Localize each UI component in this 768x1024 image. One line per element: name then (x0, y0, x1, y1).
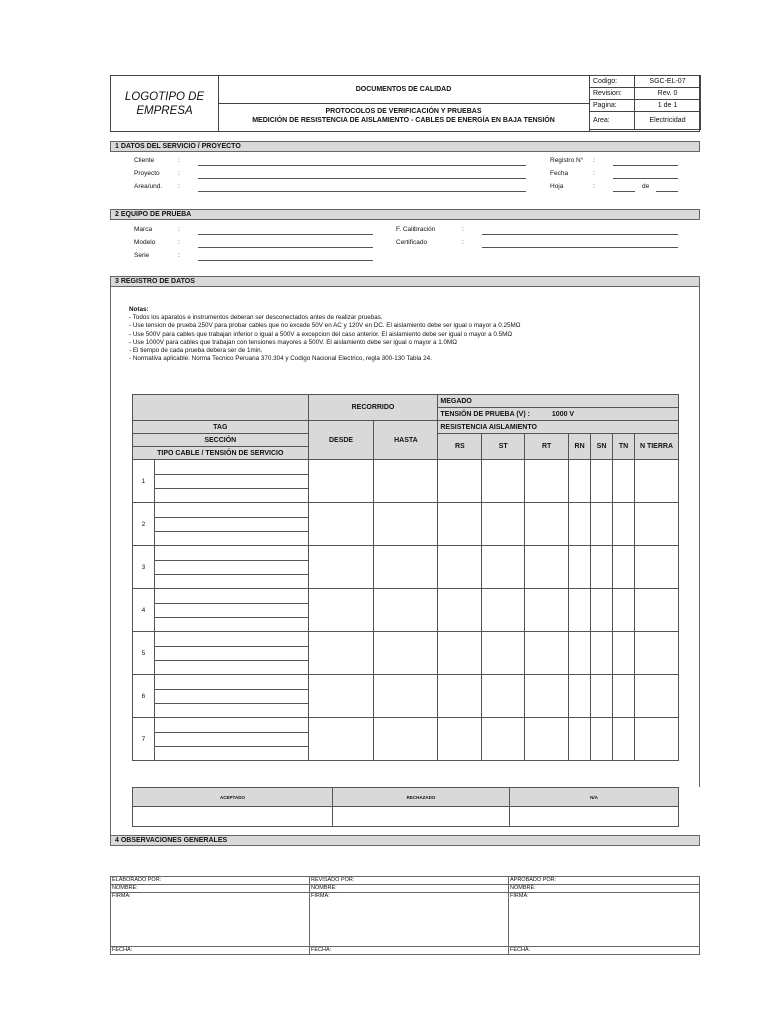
cell-seccion[interactable] (154, 647, 308, 661)
cell-sn[interactable] (591, 546, 613, 589)
cell-tag[interactable] (154, 546, 308, 561)
field-sep: : (178, 226, 180, 233)
hoja-input-line[interactable] (613, 191, 635, 192)
meta-label: Revision: (590, 88, 635, 100)
cell-rs[interactable] (438, 718, 482, 761)
doc-type (218, 76, 590, 104)
elaborado-title: ELABORADO POR: (111, 877, 310, 885)
cell-rt[interactable] (525, 675, 569, 718)
cell-n-tierra[interactable] (634, 632, 678, 675)
elaborado-firma[interactable]: FIRMA: (111, 893, 310, 947)
cell-rn[interactable] (569, 503, 591, 546)
rechazado-label: RECHAZADO (333, 788, 510, 807)
cell-desde[interactable] (308, 675, 374, 718)
field-sep: : (462, 239, 464, 246)
cell-seccion[interactable] (154, 475, 308, 489)
cell-desde[interactable] (308, 589, 374, 632)
elaborado-nombre[interactable]: NOMBRE: (111, 885, 310, 893)
cliente-input-line[interactable] (198, 165, 526, 166)
col-st: ST (482, 434, 525, 460)
field-label-cliente: Cliente (134, 157, 155, 164)
field-label-certificado: Certificado (396, 239, 428, 246)
cell-rs[interactable] (438, 589, 482, 632)
cell-st[interactable] (482, 675, 525, 718)
certificado-input-line[interactable] (482, 247, 678, 248)
row-number: 7 (133, 718, 155, 761)
field-sep: : (178, 252, 180, 259)
company-logo-placeholder (111, 76, 219, 131)
protocol-subtitle: MEDICIÓN DE RESISTENCIA DE AISLAMIENTO - CABLES DE ENERGÍA EN BAJA TENSIÓN (252, 117, 555, 124)
cell-rs[interactable] (438, 460, 482, 503)
notes-block (129, 306, 521, 363)
aceptado-checkbox[interactable] (133, 807, 333, 827)
note-item: - Todos los aparatos e instrumentos deberan ser desconectados antes de realizar pruebas. (129, 314, 383, 322)
signature-table (110, 876, 700, 955)
protocol-title: PROTOCOLOS DE VERIFICACIÓN Y PRUEBAS (325, 108, 482, 115)
row-number: 4 (133, 589, 155, 632)
tipo-cable-header: TIPO CABLE / TENSIÓN DE SERVICIO (133, 447, 309, 460)
aceptado-label: ACEPTADO (133, 788, 333, 807)
cell-desde[interactable] (308, 460, 374, 503)
tension-label: TENSIÓN DE PRUEBA (V) : (440, 410, 530, 418)
cell-desde[interactable] (308, 546, 374, 589)
doc-type-label: DOCUMENTOS DE CALIDAD (355, 86, 452, 93)
calibracion-input-line[interactable] (482, 234, 678, 235)
notes-title: Notas: (129, 306, 149, 313)
cell-n-tierra[interactable] (634, 675, 678, 718)
cell-st[interactable] (482, 503, 525, 546)
hasta-header: HASTA (374, 421, 438, 460)
cell-rs[interactable] (438, 632, 482, 675)
registro-input-line[interactable] (613, 165, 678, 166)
section-3-right-border (699, 287, 700, 787)
cell-st[interactable] (482, 718, 525, 761)
cell-tag[interactable] (154, 718, 308, 733)
cell-n-tierra[interactable] (634, 460, 678, 503)
field-label-registro: Registro N° (550, 157, 584, 164)
cell-rn[interactable] (569, 546, 591, 589)
fecha-input-line[interactable] (613, 178, 678, 179)
meta-value: Rev. 0 (635, 88, 701, 100)
rechazado-checkbox[interactable] (333, 807, 510, 827)
field-sep: : (178, 157, 180, 164)
row-number: 3 (133, 546, 155, 589)
modelo-input-line[interactable] (198, 247, 373, 248)
col-rt: RT (525, 434, 569, 460)
tag-header: TAG (133, 421, 309, 434)
row-number: 5 (133, 632, 155, 675)
field-label-hoja: Hoja (550, 183, 564, 190)
field-sep: : (593, 170, 595, 177)
col-tn: TN (613, 434, 635, 460)
result-table (132, 787, 679, 827)
field-label-calibracion: F. Calibración (396, 226, 436, 233)
tension-value: 1000 V (551, 410, 575, 418)
col-sn: SN (591, 434, 613, 460)
cell-tn[interactable] (613, 632, 635, 675)
doc-meta-table (589, 75, 701, 130)
observations-area[interactable] (110, 846, 699, 876)
meta-value: Electricidad (635, 112, 701, 130)
test-data-table (132, 394, 679, 761)
cell-seccion[interactable] (154, 733, 308, 747)
cell-st[interactable] (482, 460, 525, 503)
row-number: 1 (133, 460, 155, 503)
cell-rt[interactable] (525, 460, 569, 503)
revisado-nombre[interactable]: NOMBRE: (310, 885, 509, 893)
section-1-title: 1 DATOS DEL SERVICIO / PROYECTO (110, 141, 700, 152)
recorrido-header: RECORRIDO (308, 395, 438, 421)
cell-tag[interactable] (154, 589, 308, 604)
cell-sn[interactable] (591, 503, 613, 546)
hoja-total-input-line[interactable] (656, 191, 678, 192)
row-number: 2 (133, 503, 155, 546)
cell-rs[interactable] (438, 546, 482, 589)
seccion-header: SECCIÓN (133, 434, 309, 447)
desde-header: DESDE (308, 421, 374, 460)
cell-sn[interactable] (591, 632, 613, 675)
cell-hasta[interactable] (374, 675, 438, 718)
na-checkbox[interactable] (510, 807, 679, 827)
cell-n-tierra[interactable] (634, 503, 678, 546)
field-sep: : (178, 183, 180, 190)
field-sep: : (593, 183, 595, 190)
cell-rn[interactable] (569, 675, 591, 718)
cell-rn[interactable] (569, 460, 591, 503)
cell-tn[interactable] (613, 675, 635, 718)
meta-label: Area: (590, 112, 635, 130)
field-label-modelo: Modelo (134, 239, 156, 246)
table-corner (133, 395, 309, 421)
cell-seccion[interactable] (154, 561, 308, 575)
cell-seccion[interactable] (154, 518, 308, 532)
cell-tag[interactable] (154, 503, 308, 518)
cell-st[interactable] (482, 546, 525, 589)
cell-n-tierra[interactable] (634, 589, 678, 632)
logo-text: LOGOTIPO DE EMPRESA (124, 90, 205, 117)
field-label-marca: Marca (134, 226, 153, 233)
cell-hasta[interactable] (374, 503, 438, 546)
meta-label: Pagina: (590, 100, 635, 112)
cell-rt[interactable] (525, 718, 569, 761)
cell-tn[interactable] (613, 460, 635, 503)
field-label-proyecto: Proyecto (134, 170, 160, 177)
cell-tn[interactable] (613, 589, 635, 632)
cell-desde[interactable] (308, 718, 374, 761)
cell-tn[interactable] (613, 503, 635, 546)
cell-n-tierra[interactable] (634, 546, 678, 589)
marca-input-line[interactable] (198, 234, 373, 235)
aprobado-title: APROBADO POR: (509, 877, 700, 885)
serie-input-line[interactable] (198, 260, 373, 261)
megado-header: MEGADO (438, 395, 679, 408)
cell-hasta[interactable] (374, 632, 438, 675)
cell-rs[interactable] (438, 675, 482, 718)
aprobado-firma[interactable]: FIRMA: (509, 893, 700, 947)
field-sep: : (178, 170, 180, 177)
revisado-firma[interactable]: FIRMA: (310, 893, 509, 947)
cell-tipo-cable[interactable] (154, 618, 308, 632)
cell-tipo-cable[interactable] (154, 747, 308, 761)
field-sep: : (462, 226, 464, 233)
aprobado-nombre[interactable]: NOMBRE: (509, 885, 700, 893)
resistencia-header: RESISTENCIA AISLAMIENTO (438, 421, 679, 434)
cell-rn[interactable] (569, 589, 591, 632)
meta-value: 1 de 1 (635, 100, 701, 112)
cell-desde[interactable] (308, 632, 374, 675)
cell-rt[interactable] (525, 503, 569, 546)
col-n-tierra: N TIERRA (634, 434, 678, 460)
hoja-of-label: de (642, 183, 650, 190)
cell-hasta[interactable] (374, 546, 438, 589)
field-label-area: Area/und. (134, 183, 163, 190)
tension-row (438, 408, 679, 421)
meta-value: SGC-EL-07 (635, 76, 701, 88)
meta-label: Codigo: (590, 76, 635, 88)
cell-rs[interactable] (438, 503, 482, 546)
revisado-title: REVISADO POR: (310, 877, 509, 885)
cell-st[interactable] (482, 589, 525, 632)
cell-tn[interactable] (613, 546, 635, 589)
section-3-title: 3 REGISTRO DE DATOS (110, 276, 700, 287)
area-input-line[interactable] (198, 191, 526, 192)
cell-tn[interactable] (613, 718, 635, 761)
section-2-title: 2 EQUIPO DE PRUEBA (110, 209, 700, 220)
section-3-left-border (110, 287, 111, 835)
section-4-title: 4 OBSERVACIONES GENERALES (110, 835, 700, 846)
note-item: - Use 1000V para cables que trabajan con tensiones mayores a 500V. El aislamiento debe ser igual o mayor a 1.0MΩ (129, 338, 457, 346)
field-label-serie: Serie (134, 252, 150, 259)
cell-hasta[interactable] (374, 460, 438, 503)
cell-seccion[interactable] (154, 604, 308, 618)
cell-rt[interactable] (525, 632, 569, 675)
field-label-fecha: Fecha (550, 170, 569, 177)
cell-st[interactable] (482, 632, 525, 675)
cell-tipo-cable[interactable] (154, 575, 308, 589)
cell-tag[interactable] (154, 675, 308, 690)
proyecto-input-line[interactable] (198, 178, 526, 179)
cell-hasta[interactable] (374, 718, 438, 761)
cell-seccion[interactable] (154, 690, 308, 704)
na-label: N/A (510, 788, 679, 807)
cell-tag[interactable] (154, 460, 308, 475)
note-item: - El tiempo de cada prueba debera ser de 1min. (129, 347, 263, 355)
field-sep: : (593, 157, 595, 164)
field-sep: : (178, 239, 180, 246)
cell-rt[interactable] (525, 546, 569, 589)
cell-tipo-cable[interactable] (154, 661, 308, 675)
note-item: - Use 500V para cables que trabajan inferior o igual a 500V a excepcion del caso anterior. El aislamiento debe ser igual o mayor a 0.5MΩ (129, 330, 513, 338)
document-header (110, 75, 700, 132)
cell-rt[interactable] (525, 589, 569, 632)
aprobado-fecha[interactable]: FECHA: (509, 947, 700, 955)
note-item: - Normativa aplicable: Norma Tecnico Peruana 370.304 y Codigo Nacional Electrico, regla 300-130 Tabla 24. (129, 355, 432, 363)
cell-tipo-cable[interactable] (154, 532, 308, 546)
note-item: - Use tension de prueba 250V para probar cables que no excede 50V en AC y 120V en DC. El aislamiento debe ser igual o mayor a 0.25MΩ (129, 322, 521, 330)
cell-sn[interactable] (591, 675, 613, 718)
cell-rn[interactable] (569, 632, 591, 675)
cell-sn[interactable] (591, 460, 613, 503)
cell-hasta[interactable] (374, 589, 438, 632)
cell-desde[interactable] (308, 503, 374, 546)
elaborado-fecha[interactable]: FECHA: (111, 947, 310, 955)
protocol-title-block (218, 104, 590, 131)
cell-sn[interactable] (591, 718, 613, 761)
cell-tipo-cable[interactable] (154, 489, 308, 503)
cell-tipo-cable[interactable] (154, 704, 308, 718)
cell-n-tierra[interactable] (634, 718, 678, 761)
col-rs: RS (438, 434, 482, 460)
col-rn: RN (569, 434, 591, 460)
revisado-fecha[interactable]: FECHA: (310, 947, 509, 955)
cell-sn[interactable] (591, 589, 613, 632)
cell-tag[interactable] (154, 632, 308, 647)
table-body (133, 460, 679, 761)
cell-rn[interactable] (569, 718, 591, 761)
row-number: 6 (133, 675, 155, 718)
